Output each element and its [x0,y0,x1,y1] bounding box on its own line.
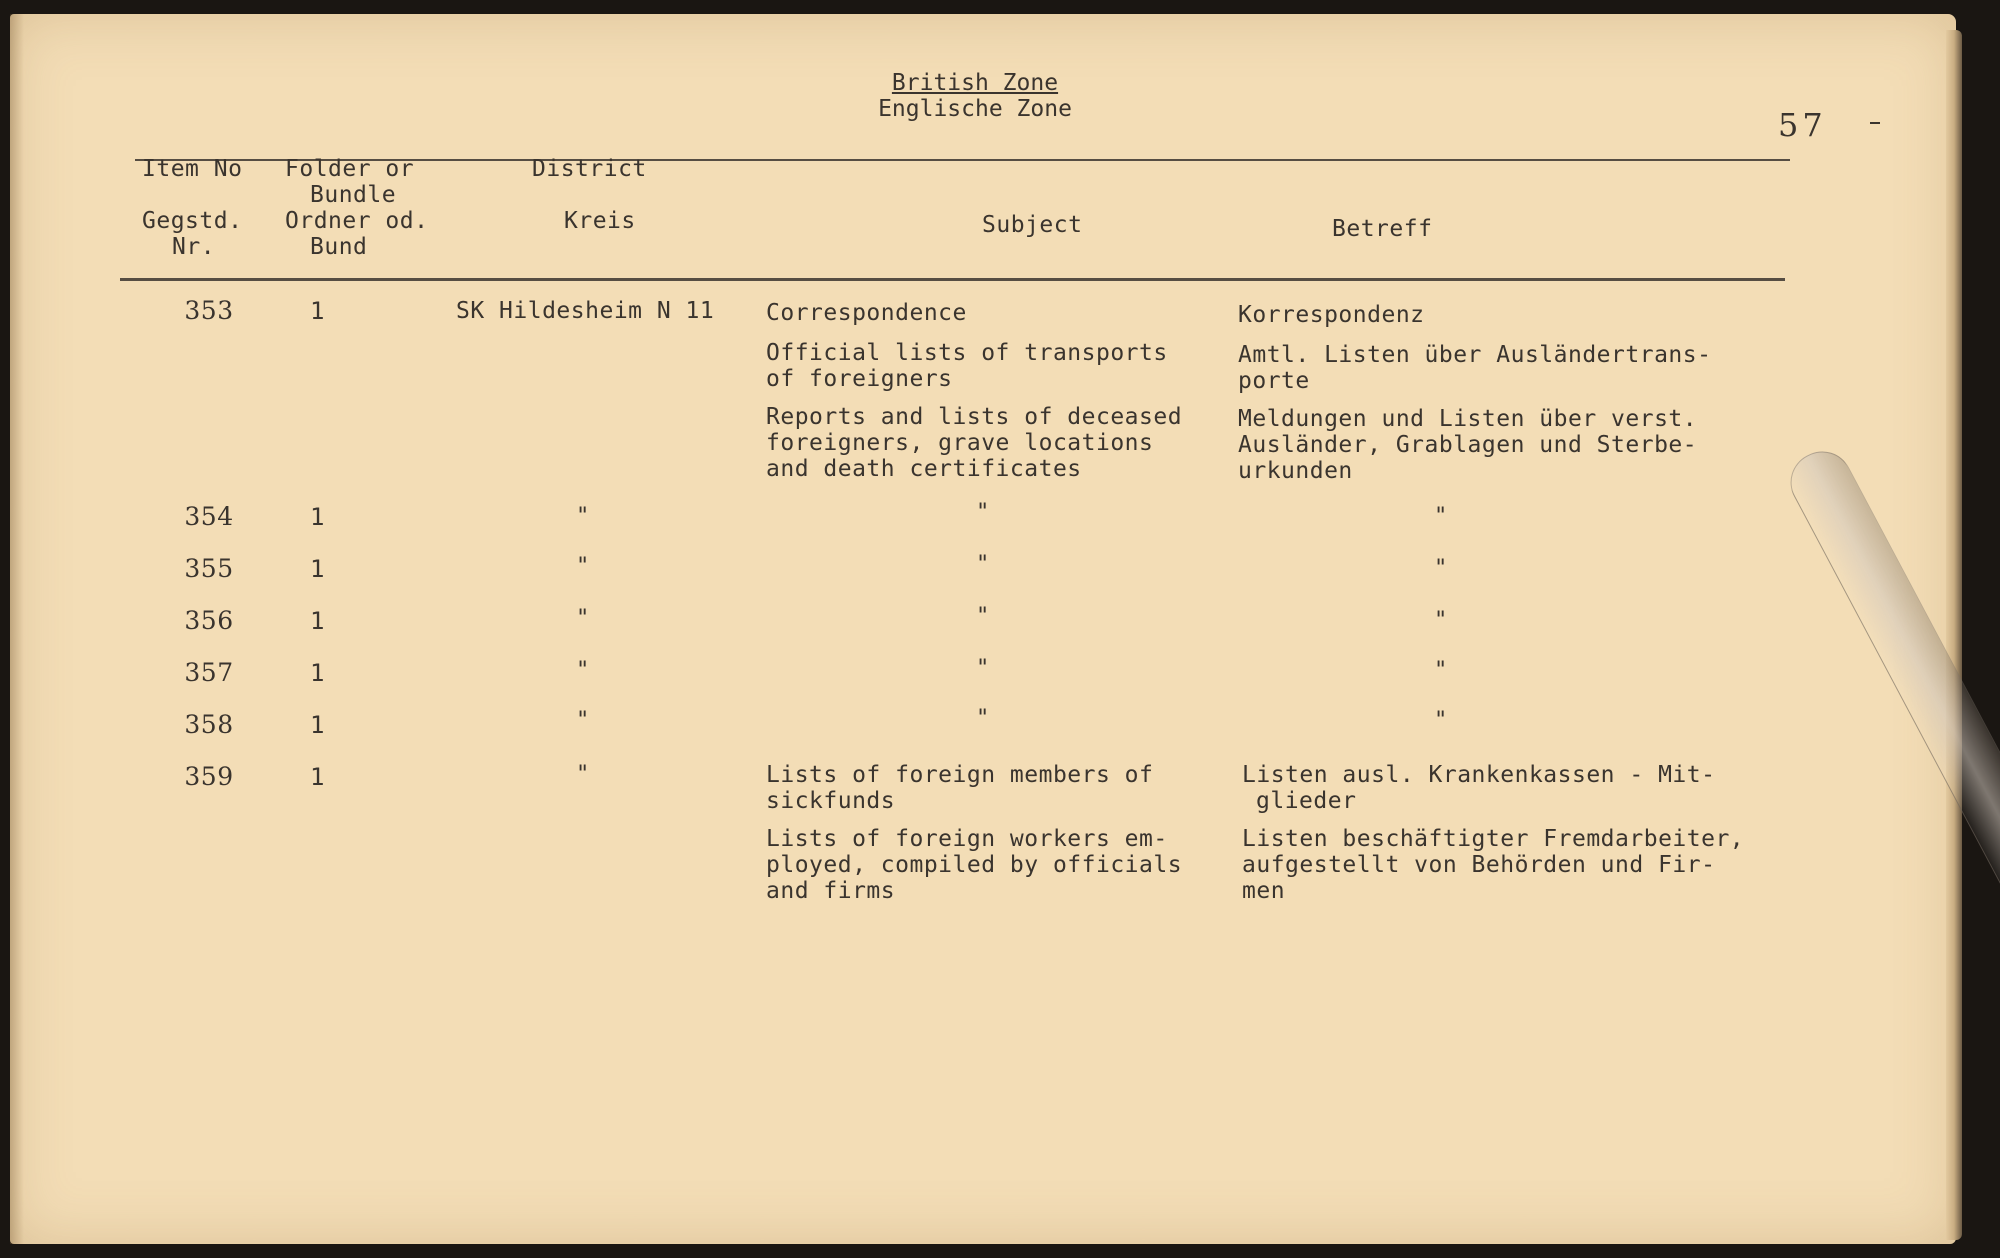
col-header-folder-en: Folder or [285,156,415,182]
betreff-line: Ausländer, Grablagen und Sterbe- [1238,432,1698,458]
folder-number: 1 [310,503,325,531]
betreff-line: Meldungen und Listen über verst. [1238,406,1698,432]
header-bottom-rule [120,278,1785,281]
page-gutter-shadow [10,14,24,1244]
ditto-mark-district: " [576,606,590,631]
folder-number: 1 [310,763,325,791]
district-name: SK Hildesheim N 11 [456,298,715,324]
ditto-mark-betreff: " [1434,556,1448,581]
ditto-mark-district: " [576,762,590,787]
subject-line: of foreigners [766,366,953,392]
subject-line: ployed, compiled by officials [766,852,1183,878]
ditto-mark-betreff: " [1434,608,1448,633]
betreff-line: aufgestellt von Behörden und Fir- [1242,852,1716,878]
item-number: 358 [184,710,234,739]
col-header-district-en: District [532,156,647,182]
col-header-folder-en-2: Bundle [310,182,397,208]
ditto-mark-subject: " [976,500,990,525]
subject-line: sickfunds [766,788,896,814]
col-header-item-de: Gegstd. [142,208,243,234]
betreff-line: Korrespondenz [1238,302,1425,328]
item-number: 356 [184,606,234,635]
document-page [10,14,1956,1244]
folder-number: 1 [310,607,325,635]
folder-number: 1 [310,659,325,687]
ditto-mark-betreff: " [1434,658,1448,683]
subject-line: and firms [766,878,896,904]
col-header-betreff: Betreff [1332,216,1433,242]
zone-title-english: British Zone [891,70,1059,96]
item-number: 353 [184,296,234,325]
betreff-line: Listen beschäftigter Fremdarbeiter, [1242,826,1745,852]
betreff-line: porte [1238,368,1310,394]
betreff-line: urkunden [1238,458,1353,484]
betreff-line: Amtl. Listen über Ausländertrans- [1238,342,1712,368]
subject-line: Reports and lists of deceased [766,404,1183,430]
ditto-mark-subject: " [976,604,990,629]
page-stack-edge [1946,30,1962,1240]
item-number: 359 [184,762,234,791]
page-number-dash [1870,122,1880,124]
subject-line: foreigners, grave locations [766,430,1154,456]
folder-number: 1 [310,711,325,739]
item-number: 354 [184,502,234,531]
col-header-folder-de-2: Bund [310,234,368,260]
subject-line: Lists of foreign members of [766,762,1154,788]
ditto-mark-district: " [576,504,590,529]
ditto-mark-betreff: " [1434,504,1448,529]
item-number: 357 [184,658,234,687]
ditto-mark-subject: " [976,552,990,577]
item-number: 355 [184,554,234,583]
subject-line: Correspondence [766,300,967,326]
ditto-mark-subject: " [976,706,990,731]
col-header-subject: Subject [982,212,1083,238]
page-number: 57 [1778,106,1827,144]
col-header-item-en: Item No [142,156,243,182]
folder-number: 1 [310,297,325,325]
col-header-district-de: Kreis [564,208,636,234]
ditto-mark-subject: " [976,656,990,681]
col-header-item-de-nr: Nr. [172,234,216,260]
folder-number: 1 [310,555,325,583]
subject-line: Lists of foreign workers em- [766,826,1168,852]
subject-line: Official lists of transports [766,340,1168,366]
col-header-folder-de: Ordner od. [285,208,429,234]
ditto-mark-district: " [576,708,590,733]
ditto-mark-district: " [576,658,590,683]
betreff-line: glieder [1256,788,1357,814]
ditto-mark-district: " [576,554,590,579]
ditto-mark-betreff: " [1434,708,1448,733]
zone-title-german: Englische Zone [878,96,1072,122]
betreff-line: Listen ausl. Krankenkassen - Mit- [1242,762,1716,788]
subject-line: and death certificates [766,456,1082,482]
betreff-line: men [1242,878,1286,904]
